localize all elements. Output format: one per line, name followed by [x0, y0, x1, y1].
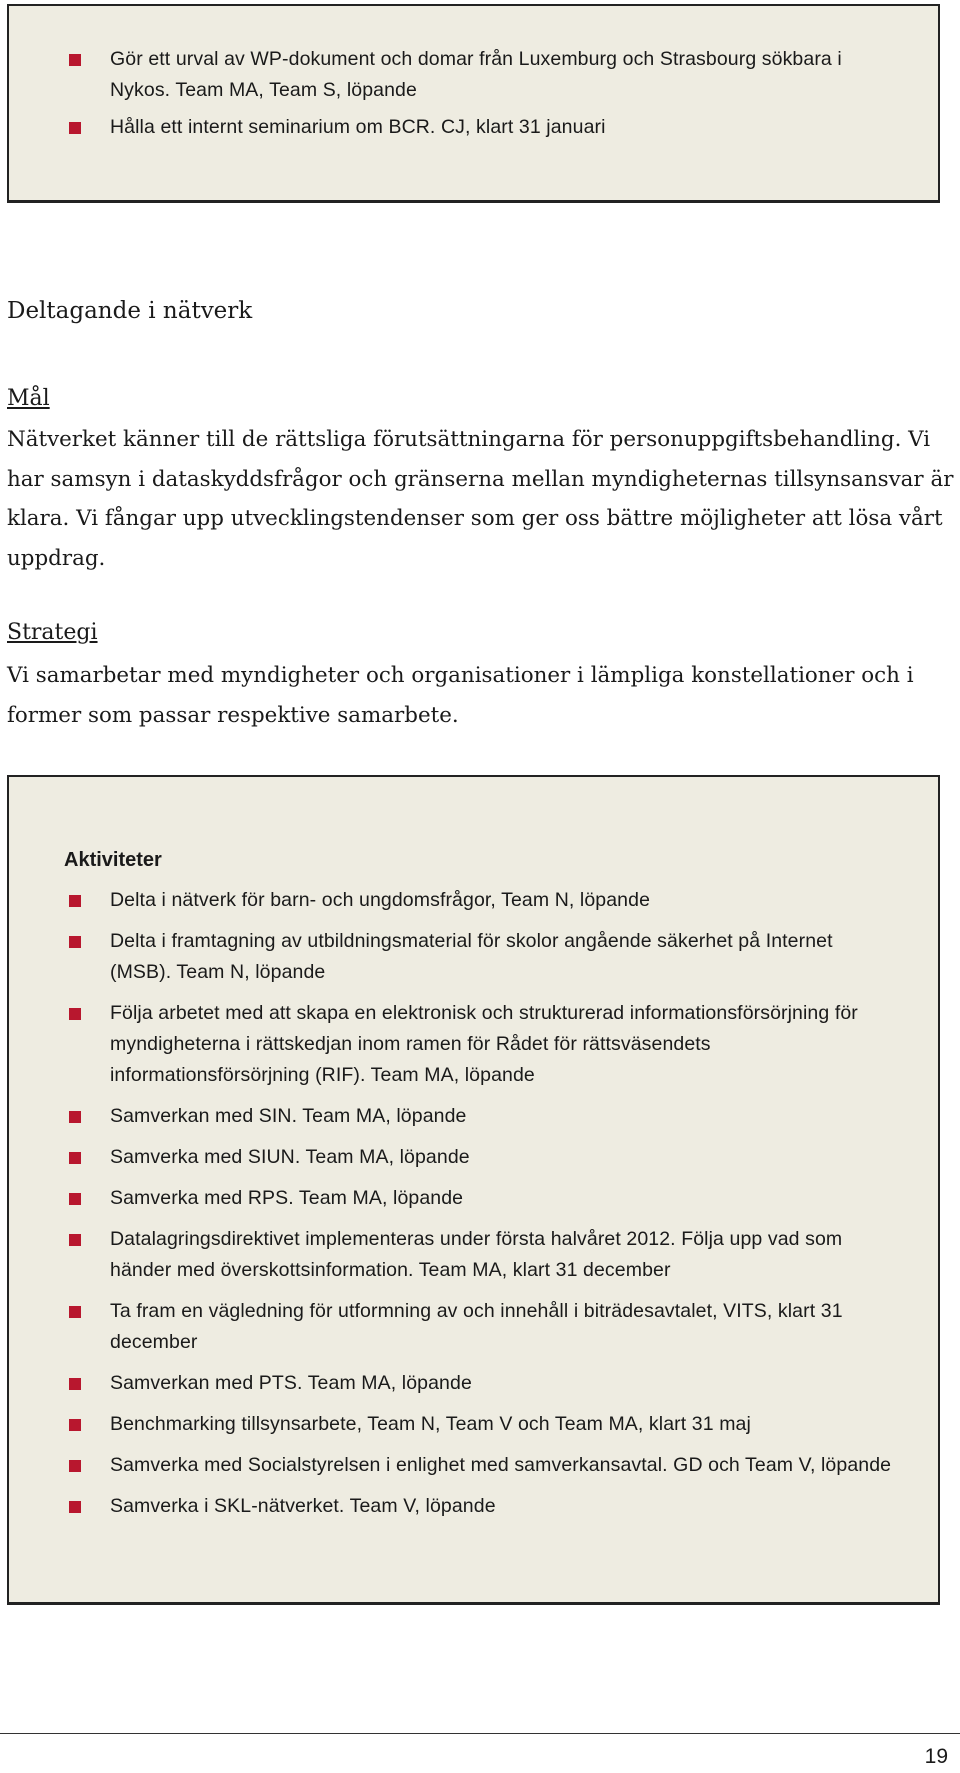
- list-item: [64, 1368, 898, 1399]
- list-item-text: Samverkan med SIN. Team MA, löpande: [110, 1105, 467, 1127]
- list-item: [64, 1101, 898, 1132]
- strategy-heading: Strategi: [7, 620, 98, 645]
- list-item-text: Följa arbetet med att skapa en elektronisk och strukturerad informationsförsörjning för myndigheterna i rättskedjan inom ramen för Rådet för rättsväsendets informationsförsörjning (RIF). Team MA, löpande: [110, 1002, 858, 1086]
- square-bullet-icon: [69, 122, 81, 134]
- list-item-text: Samverkan med PTS. Team MA, löpande: [110, 1372, 472, 1394]
- list-item-text: Ta fram en vägledning för utformning av och innehåll i biträdesavtalet, VITS, klart 31 december: [110, 1300, 843, 1353]
- footer-divider: [0, 1733, 960, 1734]
- square-bullet-icon: [69, 1306, 81, 1318]
- square-bullet-icon: [69, 1008, 81, 1020]
- square-bullet-icon: [69, 1501, 81, 1513]
- activities-list: [64, 885, 898, 1532]
- list-item: [64, 1409, 898, 1440]
- list-item: [64, 1142, 898, 1173]
- activities-box: [7, 775, 940, 1605]
- square-bullet-icon: [69, 936, 81, 948]
- list-item: [64, 44, 898, 106]
- goal-text: Nätverket känner till de rättsliga förutsättningarna för personuppgiftsbehandling. Vi har samsyn i dataskyddsfrågor och gränserna mellan myndigheternas tillsynsansvar är klara. Vi fångar upp utvecklingstendenser som ger oss bättre möjligheter att lösa vårt uppdrag.: [7, 427, 954, 571]
- square-bullet-icon: [69, 895, 81, 907]
- list-item: [64, 1450, 898, 1481]
- section-heading: Deltagande i nätverk: [7, 298, 253, 324]
- list-item: [64, 998, 898, 1091]
- list-item: [64, 1491, 898, 1522]
- list-item-text: Delta i framtagning av utbildningsmaterial för skolor angående säkerhet på Internet (MSB). Team N, löpande: [110, 930, 833, 983]
- list-item-text: Benchmarking tillsynsarbete, Team N, Team V och Team MA, klart 31 maj: [110, 1413, 751, 1435]
- list-item: [64, 112, 898, 143]
- top-activity-box: [7, 4, 940, 203]
- list-item: [64, 885, 898, 916]
- list-item: [64, 1296, 898, 1358]
- list-item-text: Samverka med SIUN. Team MA, löpande: [110, 1146, 470, 1168]
- square-bullet-icon: [69, 1378, 81, 1390]
- list-item-text: Hålla ett internt seminarium om BCR. CJ, klart 31 januari: [110, 116, 606, 138]
- square-bullet-icon: [69, 54, 81, 66]
- list-item: [64, 1224, 898, 1286]
- page-number: 19: [924, 1745, 948, 1768]
- top-activity-list: [64, 44, 898, 149]
- list-item-text: Samverka med Socialstyrelsen i enlighet med samverkansavtal. GD och Team V, löpande: [110, 1454, 892, 1476]
- list-item: [64, 926, 898, 988]
- square-bullet-icon: [69, 1234, 81, 1246]
- strategy-text: Vi samarbetar med myndigheter och organisationer i lämpliga konstellationer och i former som passar respektive samarbete.: [7, 663, 914, 728]
- square-bullet-icon: [69, 1460, 81, 1472]
- goal-heading: Mål: [7, 386, 50, 411]
- list-item-text: Gör ett urval av WP-dokument och domar från Luxemburg och Strasbourg sökbara i Nykos. Team MA, Team S, löpande: [110, 48, 842, 101]
- square-bullet-icon: [69, 1419, 81, 1431]
- square-bullet-icon: [69, 1152, 81, 1164]
- list-item: [64, 1183, 898, 1214]
- square-bullet-icon: [69, 1193, 81, 1205]
- activities-heading: Aktiviteter: [64, 849, 162, 871]
- list-item-text: Samverka i SKL-nätverket. Team V, löpande: [110, 1495, 496, 1517]
- list-item-text: Delta i nätverk för barn- och ungdomsfrågor, Team N, löpande: [110, 889, 651, 911]
- list-item-text: Datalagringsdirektivet implementeras under första halvåret 2012. Följa upp vad som händer med överskottsinformation. Team MA, klart 31 december: [110, 1228, 843, 1281]
- list-item-text: Samverka med RPS. Team MA, löpande: [110, 1187, 464, 1209]
- square-bullet-icon: [69, 1111, 81, 1123]
